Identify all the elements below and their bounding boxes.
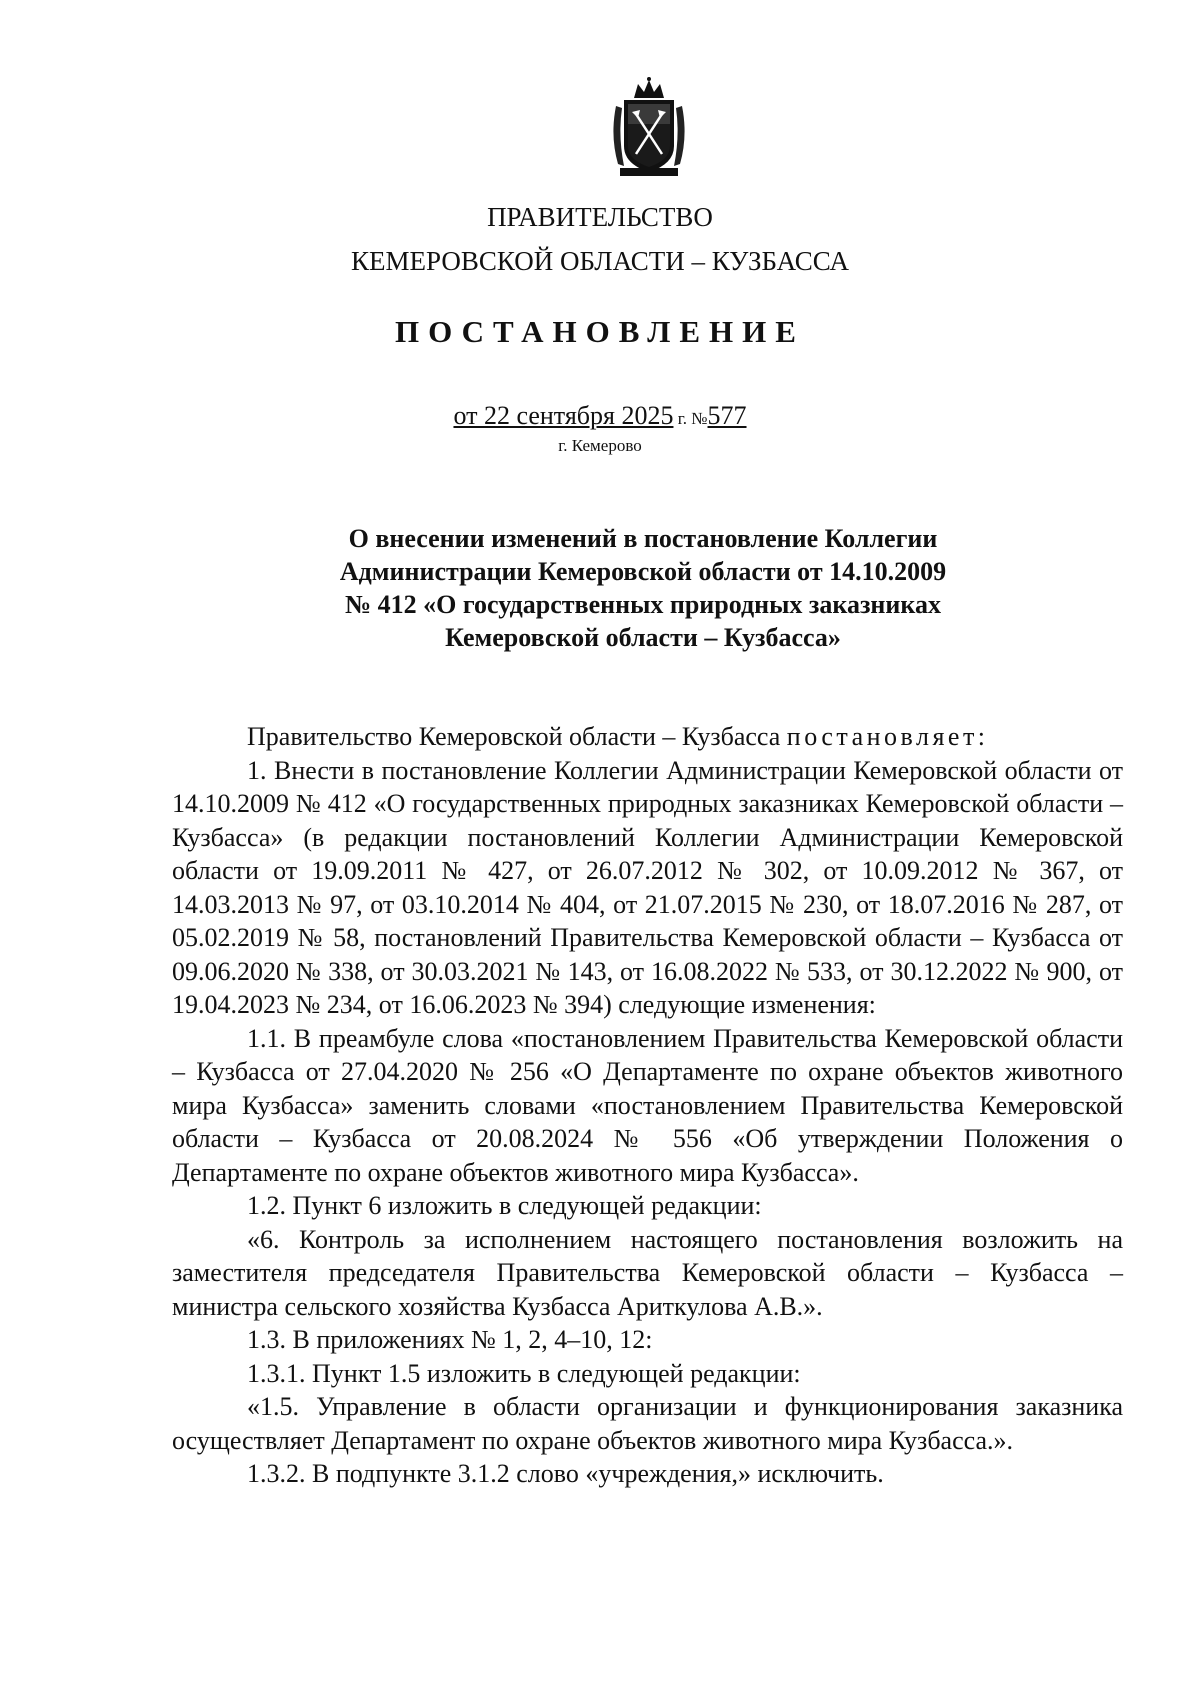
document-date-line: [0, 400, 1200, 435]
title-line: О внесении изменений в постановление Коллегии: [348, 524, 938, 553]
document-type-heading: ПОСТАНОВЛЕНИЕ: [395, 314, 805, 349]
intro-text: Правительство Кемеровской области – Кузбасса: [247, 722, 781, 751]
organization-name-line1: ПРАВИТЕЛЬСТВО: [487, 202, 713, 232]
paragraph-1-3: 1.3. В приложениях № 1, 2, 4–10, 12:: [247, 1325, 653, 1354]
paragraph-1: 1. Внести в постановление Коллегии Администрации Кемеровской области от 14.10.2009 № 412 «О государственных природных заказниках Кемеровской области – Кузбасса» (в редакции постановлений Коллегии Администрации Кемеровской области от 19.09.2011 № 427, от 26.07.2012 № 302, от 10.09.2012 № 367, от 14.03.2013 № 97, от 03.10.2014 № 404, от 21.07.2015 № 230, от 18.07.2016 № 287, от 05.02.2019 № 58, постановлений Правительства Кемеровской области – Кузбасса от 09.06.2020 № 338, от 30.03.2021 № 143, от 16.08.2022 № 533, от 30.12.2022 № 900, от 19.04.2023 № 234, от 16.06.2023 № 394) следующие изменения:: [172, 755, 1123, 1019]
paragraph-1-3-1: 1.3.1. Пункт 1.5 изложить в следующей редакции:: [247, 1358, 801, 1388]
paragraph-1-1: 1.1. В преамбуле слова «постановлением Правительства Кемеровской области – Кузбасса от 27.04.2020 № 256 «О Департаменте по охране объектов животного мира Кузбасса» заменить словами «постановлением Правительства Кемеровской области – Кузбасса от 20.08.2024 № 556 «Об утверждении Положения о Департаменте по охране объектов животного мира Кузбасса».: [172, 1023, 1123, 1187]
document-number: 577: [707, 401, 747, 430]
number-sign: №: [691, 409, 708, 428]
date-year-suffix: г.: [677, 409, 688, 428]
paragraph-1-2: 1.2. Пункт 6 изложить в следующей редакции:: [247, 1191, 762, 1220]
coat-of-arms-emblem: [608, 76, 690, 178]
paragraph-1-2-quote: «6. Контроль за исполнением настоящего постановления возложить на заместителя председателя Правительства Кемеровской области – Кузбасса – министра сельского хозяйства Кузбасса Ариткулова А.В.».: [172, 1224, 1123, 1321]
title-line: Кемеровской области – Кузбасса»: [445, 623, 841, 652]
organization-name-line2: КЕМЕРОВСКОЙ ОБЛАСТИ – КУЗБАССА: [351, 246, 849, 276]
document-date: от 22 сентября 2025: [453, 401, 674, 430]
title-line: № 412 «О государственных природных заказниках: [345, 590, 941, 619]
document-body: [172, 720, 1123, 1491]
document-city: г. Кемерово: [558, 436, 642, 455]
document-title: [160, 522, 1126, 654]
intro-paragraph: [172, 720, 1123, 754]
paragraph-1-3-2: 1.3.2. В подпункте 3.1.2 слово «учреждения,» исключить.: [247, 1459, 884, 1488]
paragraph-1-3-1-quote: «1.5. Управление в области организации и функционирования заказника осуществляет Департамент по охране объектов животного мира Кузбасса.».: [172, 1392, 1123, 1455]
intro-verb: постановляет:: [786, 722, 989, 751]
title-line: Администрации Кемеровской области от 14.10.2009: [339, 557, 947, 586]
